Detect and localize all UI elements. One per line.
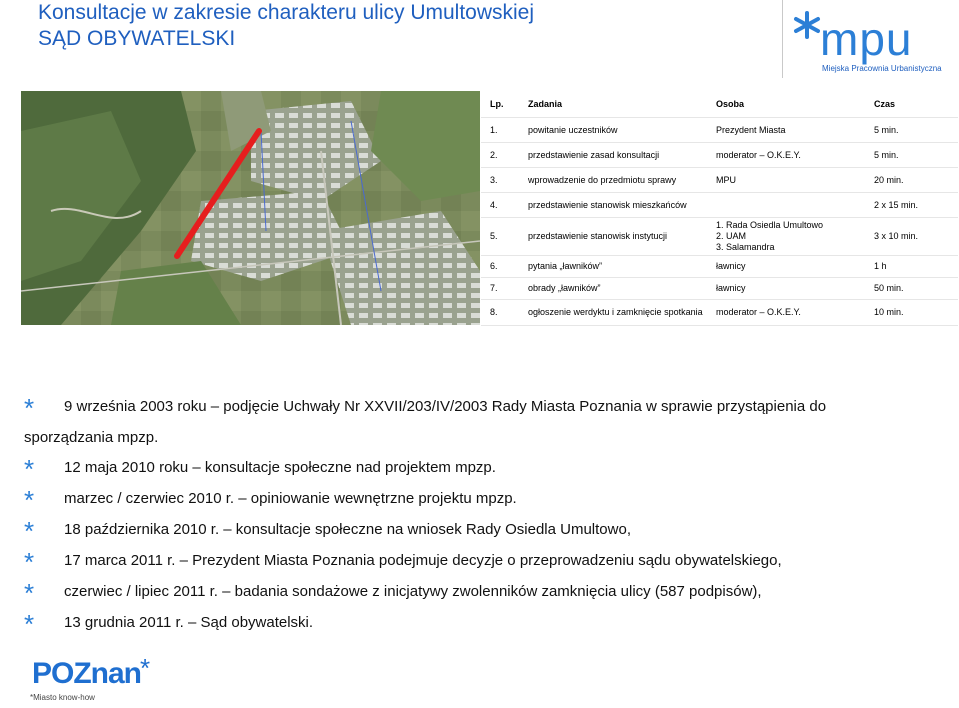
cell-time: 3 x 10 min. [870,217,958,255]
asterisk-bullet-icon: * [24,393,35,423]
table-row [481,117,958,142]
list-item-text: 12 maja 2010 roku – konsultacje społeczne nad projektem mpzp. [64,459,496,476]
cell-person: Prezydent Miasta [712,117,870,142]
list-item-text: marzec / czerwiec 2010 r. – opiniowanie wewnętrzne projektu mpzp. [64,490,517,507]
list-item-text: 17 marca 2011 r. – Prezydent Miasta Poznania podejmuje decyzje o przeprowadzeniu sądu obywatelskiego, [64,552,782,569]
asterisk-bullet-icon: * [24,454,35,484]
list-item-text: 13 grudnia 2011 r. – Sąd obywatelski. [64,614,314,631]
cell-time: 20 min. [870,167,958,192]
list-item-text: sporządzania mpzp. [24,429,159,446]
aerial-map-image [21,91,480,325]
cell-time: 50 min. [870,277,958,299]
table-row [481,142,958,167]
cell-lp: 1. [481,117,524,142]
cell-time: 10 min. [870,299,958,325]
list-item-text: 18 października 2010 r. – konsultacje społeczne na wniosek Rady Osiedla Umultowo, [64,521,631,538]
cell-time: 5 min. [870,117,958,142]
list-item [24,485,944,516]
cell-task: przedstawienie stanowisk instytucji [524,217,712,255]
cell-lp: 2. [481,142,524,167]
cell-person: ławnicy [712,277,870,299]
list-item [24,547,944,578]
cell-lp: 3. [481,167,524,192]
cell-time: 5 min. [870,142,958,167]
poznan-star-icon: * [140,653,151,683]
asterisk-icon [792,10,822,40]
agenda-table [481,91,958,326]
mpu-wordmark: mpu [820,13,913,65]
poznan-wordmark: POZnan [32,657,142,690]
list-item-continuation [24,424,944,454]
cell-lp: 4. [481,192,524,217]
cell-task: powitanie uczestników [524,117,712,142]
cell-task: przedstawienie zasad konsultacji [524,142,712,167]
list-item [24,454,944,485]
cell-task: obrady „ławników” [524,277,712,299]
list-item-text: czerwiec / lipiec 2011 r. – badania sondażowe z inicjatywy zwolenników zamknięcia ulicy (587 podpisów), [64,583,762,600]
header-person: Osoba [712,91,870,117]
cell-time: 2 x 15 min. [870,192,958,217]
table-row [481,167,958,192]
asterisk-bullet-icon: * [24,516,35,546]
header-time: Czas [870,91,958,117]
cell-lp: 7. [481,277,524,299]
table-row [481,277,958,299]
cell-person: ławnicy [712,255,870,277]
list-item [24,578,944,609]
list-item-text: 9 września 2003 roku – podjęcie Uchwały Nr XXVII/203/IV/2003 Rady Miasta Poznania w sprawie przystąpienia do [64,398,827,415]
title-line-2: SĄD OBYWATELSKI [38,27,236,50]
timeline-list [24,393,944,640]
poznan-logo [28,655,168,705]
list-item [24,516,944,547]
mpu-subtitle: Miejska Pracownia Urbanistyczna [822,64,942,73]
cell-person: moderator – O.K.E.Y. [712,142,870,167]
table-row [481,299,958,325]
cell-lp: 6. [481,255,524,277]
cell-task: pytania „ławników” [524,255,712,277]
header-divider [782,0,783,78]
cell-person: 1. Rada Osiedla Umultowo 2. UAM 3. Salamandra [712,217,870,255]
title-line-1: Konsultacje w zakresie charakteru ulicy Umultowskiej [38,1,535,24]
table-header-row [481,91,958,117]
cell-person [712,192,870,217]
table-row [481,192,958,217]
cell-person: MPU [712,167,870,192]
cell-task: przedstawienie stanowisk mieszkańców [524,192,712,217]
cell-task: ogłoszenie werdyktu i zamknięcie spotkania [524,299,712,325]
asterisk-bullet-icon: * [24,578,35,608]
asterisk-bullet-icon: * [24,547,35,577]
cell-lp: 8. [481,299,524,325]
table-row [481,255,958,277]
page-title [38,0,534,52]
mpu-logo [792,10,952,76]
list-item [24,393,944,424]
cell-time: 1 h [870,255,958,277]
list-item [24,609,944,640]
header-task: Zadania [524,91,712,117]
asterisk-bullet-icon: * [24,609,35,639]
cell-task: wprowadzenie do przedmiotu sprawy [524,167,712,192]
table-row [481,217,958,255]
header-lp: Lp. [481,91,524,117]
cell-person: moderator – O.K.E.Y. [712,299,870,325]
asterisk-bullet-icon: * [24,485,35,515]
poznan-tagline: *Miasto know-how [30,693,95,702]
cell-lp: 5. [481,217,524,255]
